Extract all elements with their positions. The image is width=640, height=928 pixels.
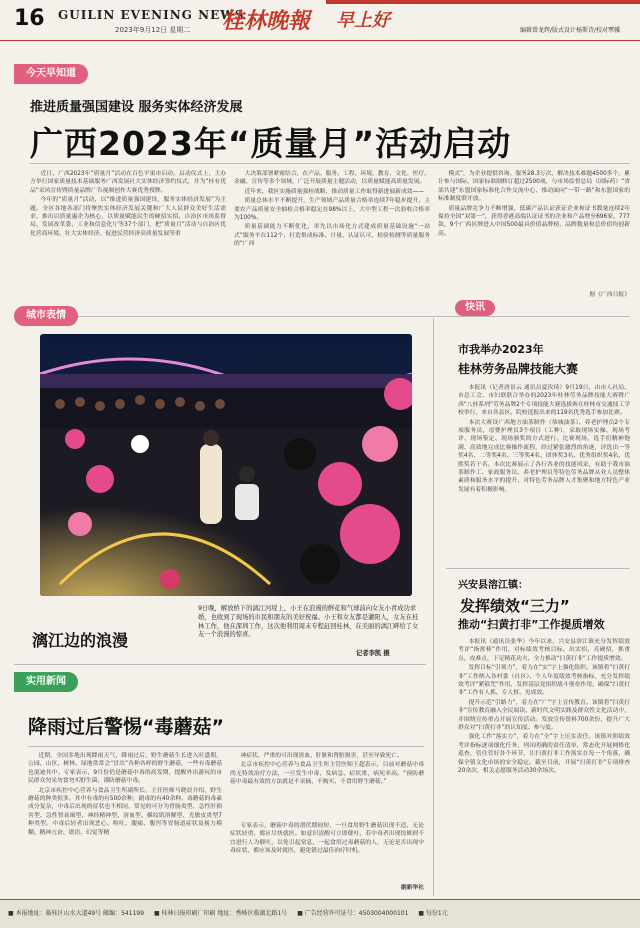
flash2-headline-2: 推动“扫黄打非”工作提质增效	[458, 618, 605, 631]
divider	[28, 746, 424, 747]
mushroom-col-3: 专家表示，蘑菇中毒的潜伏期较短，一旦食用野生蘑菇出现不适，无论症状轻重，都应尽快就医。如意识清醒可立即催吐，若中毒者出现惊厥则不宜进行人为催吐，以免引起窒息，一起食用过毒蘑菇的人，无论是否出现中毒症状，都应该及时就医，避免错过最佳治疗时机。	[230, 823, 424, 855]
section-tag-practical: 实用新闻	[14, 672, 78, 692]
section-tag-flash: 快讯	[455, 300, 495, 316]
divider	[14, 316, 630, 317]
footer-address: ■ 本报地址：临桂区山水大道49号 邮编：541199	[8, 910, 145, 917]
mushroom-col-1: 近期，全国多地出现降雨天气，降雨过后，野生蘑菇生长进入旺盛期，公园、山区、树林、绿地常常会“冒出”各种各样的野生蘑菇，一些有毒蘑菇也混迹其中。专家表示，9月份仍是蘑菇中毒的高发期，提醒外出游玩的市民群众勿采勿食勿买野生菌，谨防蘑菇中毒。 北京市疾控中心营养与食品卫生所副所长，主任医师马晓晨介绍，野生蘑菇的种类很多，其中有毒的有500余种，剧毒的有40余种。毒蘑菇的毒素成分复杂，中毒后出现的症状也不相同，常见的可分为胃肠炎型、急性肝损害型、急性肾衰竭型、神经精神型、溶血型、横纹肌溶解型、光敏皮炎型7种类型。中毒后轻者出现恶心、呕吐、腹痛、腹泻等胃肠道症状及视力模糊、精神亢奋、谵语、幻觉等精	[28, 753, 222, 836]
flash1-body: 本报讯（记者唐景云 通讯员夏玫琦）9月19日，由市人社局、市总工会、市妇联联合举办的2023年桂林劳务品牌技能大赛暨广西“八桂系列”劳务品牌2个专项技能大赛选拔赛在桂林市交通技工学校举行，来自各县区、院校选报出来的119名优秀选手参加比赛。 本次大赛设广西地方油茶制作（恭城油茶）、养老护理员2个专项服务员，母婴护理员3个项目（工种），采取现场实操、现场考评、现场鉴定、现场颁奖的方式进行。比赛现场，选手们精神饱满、高效地完成比赛操作流程，经过紧张激烈的角逐，评选出一等奖4名、二等奖4名、三等奖4名、团体奖3名、优秀组织奖4名、优胜奖若干名。本次比赛展示了各行各业的技能风采，有助于我市油茶制作工、家政服务员、养老护理员等特色劳务品牌从业人员整体素质和服务水平的提升，对特色劳务品牌人才集聚和地方特色产业发展有着积极影响。	[458, 385, 630, 493]
divider	[446, 568, 630, 569]
divider	[14, 664, 426, 665]
footer-price: ■ 每份1元	[418, 910, 448, 917]
photo-title: 漓江边的浪漫	[32, 631, 129, 650]
section-tag-today: 今天早知道	[14, 64, 88, 84]
paper-logo: 桂林晚報	[222, 8, 311, 34]
main-kicker: 推进质量强国建设 服务实体经济发展	[30, 100, 243, 115]
column-logo: 早上好	[336, 10, 390, 31]
page-number: 16	[14, 6, 45, 31]
flash2-body: 本报讯（通讯员张华）今年以来，兴安县溶江镇充分发挥绩效考评“指挥棒”作用，对标绩效考核目标，出实招，亮硬招，抓重点，攻难点，下足精花功夫，全力推动“扫黄打非”工作提质增效。 发挥目标“引领力”，着力在“实”字上强化组织。该镇将“扫黄打非”工作纳入各村委（社区）、个人年度绩效考核指标，充分发挥绩效考评“紧箍咒”作用，发挥基层党组织战斗堡垒作用，确保“扫黄打非”工作有人抓、专人督、见成效。 提升示范“引路力”，着力在“广”字上宣传教育。该镇将“扫黄打非”宣传教育融入全民阅读、新时代文明实践及群众性文化活动中，并围绕宣传重点开展宣传活动。发放宣传资料700余份，提升广大群众对“扫黄打非”的认知度、参与度。 强化工作“落实力”，着力在“全”字上压实责任。该镇对照绩效考评指标逐项细化任务，列出明确的责任清单，常态化开展网格化巡查，管住管好各个环节，让扫黄打非工作落实在每一个角落，确保全镇文化市场的安全稳定。截至目前，开展“扫黄打非”专项排查20余次，相关志愿服务活动30余场次。	[458, 639, 630, 775]
mushroom-source: 据新华社	[400, 885, 424, 891]
flash2-headline: 发挥绩效“三力”	[460, 597, 570, 615]
footer-license: ■ 广告经营许可证号：4503004000101	[297, 910, 409, 917]
main-source: 据《广西日报》	[589, 292, 630, 298]
mushroom-col-2: 神症状，严重的可出现溶血、肝脏和肾脏损害，甚至导致死亡。 北京市疾控中心营养与食品卫生所主管医师王超表示，目前对蘑菇中毒尚无特效治疗方法，一旦发生中毒，发病急、症状重、病死率高。“预防蘑菇中毒最有效的方法就是不采摘、不购买、不食用野生蘑菇。”	[230, 753, 424, 786]
footer-printer: ■ 桂林日报印刷厂印刷 地址：秀峰区临湖北路1号	[153, 910, 288, 917]
main-headline: 广西2023年“质量月”活动启动	[30, 124, 512, 163]
paper-name: GUILIN EVENING NEWS	[58, 8, 245, 22]
editor-credits: 编辑曾龙辉/版式设计杨斯诗/校对覃骥	[520, 27, 621, 34]
header-accent-bar	[326, 0, 640, 4]
flash1-kicker: 市我举办2023年	[458, 343, 544, 356]
flash1-headline: 桂林劳务品牌技能大赛	[458, 362, 579, 376]
main-col-1: 近日，广西2023年“质量月”活动在百色平果市启动。启动仪式上，主办方举行国家质量技术基础服务广西发展社大实体经济签约仪式，并为“桂有优品”采风宣传暨质量品牌广告视频创作大赛优秀授牌。 今年的“质量月”活动，以“推进质量强国建设，服务实体经济发展”为主题。全区各地各部门将聚焦实体经济发展关键和广大人民群众美好生活需求，推出以质量惠企为核心，以质量赋能民生的硬招实招，自治区市场监督局、发展改革委、工业和信息化厅等37个部门，把“质量月”活动与自治区优化营商环境、壮大实体经济、促进民营经济高质量发展等重	[30, 171, 226, 237]
photo-caption: 9日晚，解放桥下的漓江河堤上，小王在浪漫的鲜花和气球前向女友小青成功求婚，也收到了现场的市民和朋友的美好祝福。小王和女友都是灌阳人，女友在桂林工作，他在深圳工作，这次他利用周末专程赶回桂林，在美丽的漓江畔给了女友一个浪漫的惊喜。	[198, 605, 419, 639]
section-tag-city: 城市表情	[14, 306, 78, 326]
divider	[30, 163, 630, 164]
page-footer	[0, 899, 640, 928]
photo-illustration	[40, 334, 412, 596]
photo-credit: 记者李凯 摄	[356, 650, 390, 657]
proposal-photo	[40, 334, 412, 596]
flash2-kicker: 兴安县溶江镇：	[458, 580, 528, 591]
column-divider	[433, 318, 434, 896]
issue-date: 2023年9月12日 星期二	[115, 26, 191, 34]
main-col-3: 模式”，为企业提供咨询、服务28.3万次，解决技术难题4500多个，累计参与国际、国家标准制修订超过2500项，与市场监督总局（国际药）“省部共建”东盟国家标准化合作交流中心、推动面向“一带一路”和东盟国家的标准制度联开放。 质量品牌竞争力不断增强，低碳产品认证获证企业和证书数量连续2年保持全国“双第一”，获得香港高端认证证书的企业和产品增至696家，777款，9个广西区牌进入中国500最具价值品牌榜，品牌数量和总价值均创新高。	[438, 171, 630, 237]
mushroom-headline: 降雨过后警惕“毒蘑菇”	[28, 716, 224, 738]
main-col-2: 大决策部署紧密结合，在产品、服务、工程、环境、教育、文化、医疗、金融、宣传等多个领域，广泛开展质量主题活动，以质量赋能高质量发展。 近年来，我区实施质量强桂战略，推动质量工作取得新进展新成效—— 质量总体水平不断提升，生产领域产品质量合格率连续7年稳步提升，主要农产品质量安全抽检合格率稳定在98%以上，大中型工程一次验收合格率为100%。 质量基础能力不断优化，率先以市场化方式建成质量基础设施“一站式”服务平台112个，打造集成标准、计量、认证认可、检验检测等质量服务的“广西	[234, 171, 430, 248]
